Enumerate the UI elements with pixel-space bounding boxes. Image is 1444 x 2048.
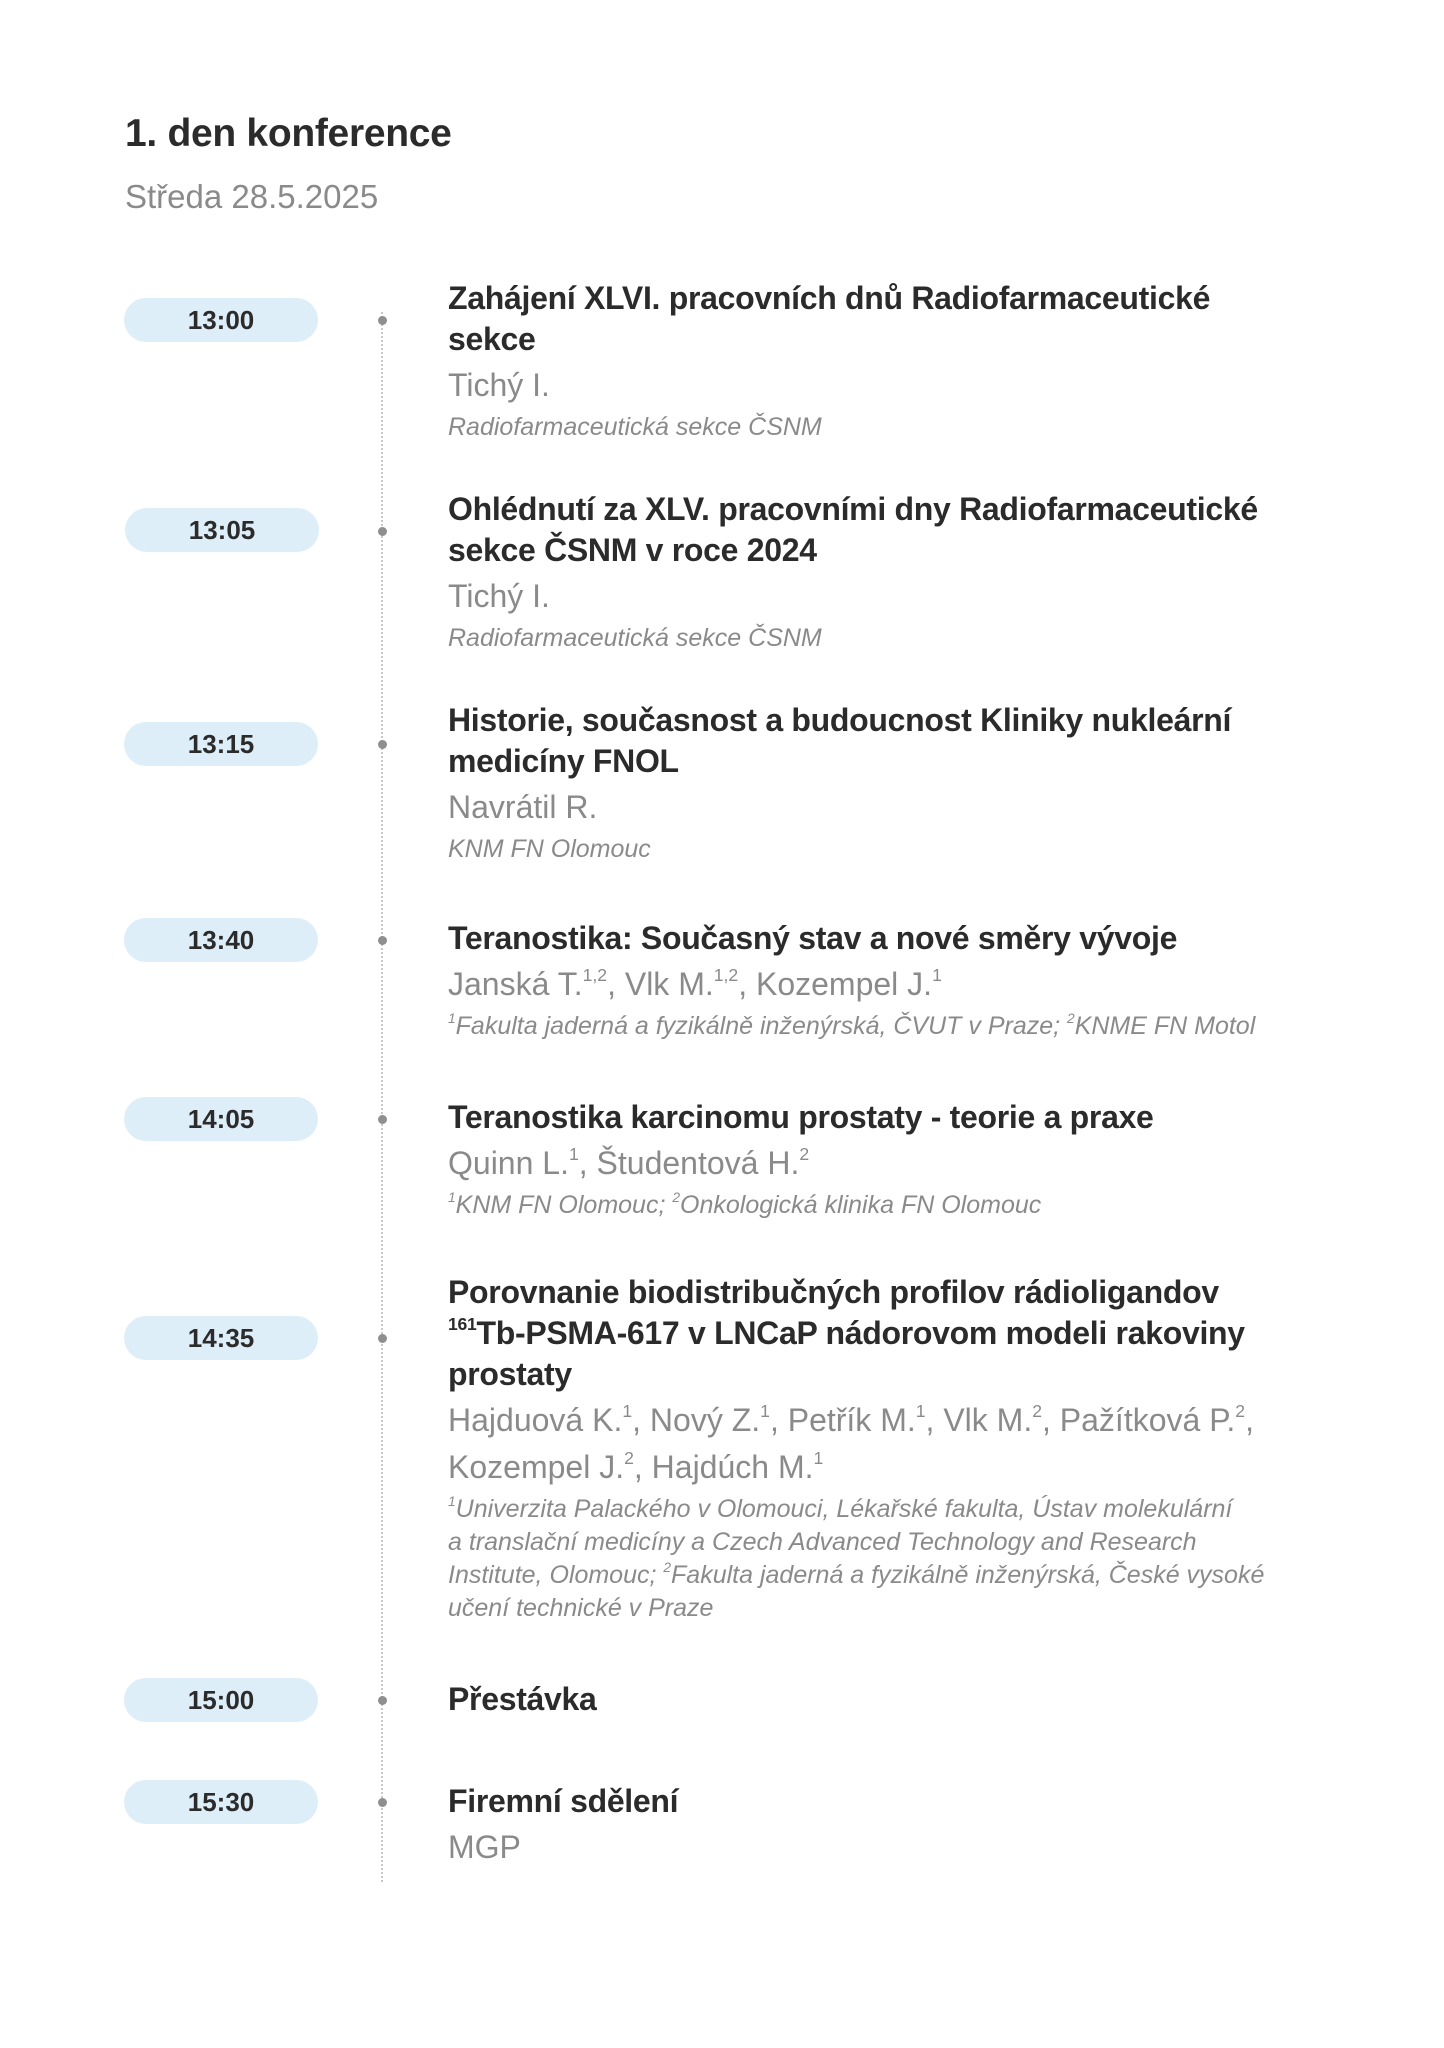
affiliation [448,622,1328,655]
timeline-dot [378,316,387,325]
affiliation-text: Radiofarmaceutická sekce ČSNM [448,413,822,441]
author-name: Kozempel J. [755,966,933,1002]
author-name: Janská T. [448,966,583,1002]
timeline-dot [378,527,387,536]
timeline-dot [378,1115,387,1124]
time-badge: 13:15 [124,722,318,766]
entry-content [448,918,1328,1043]
talk-title-line: Historie, současnost a budoucnost Kliniky nukleární [448,702,1232,738]
authors: Quinn L.$^1$, Študentová H.$^2$ [448,1143,810,1181]
talk-title-line: Přestávka [448,1681,597,1717]
author-superscript: 1,2 [713,964,739,985]
affiliation-superscript: 2 [672,1189,681,1205]
affiliation-text: Onkologická klinika FN Olomouc [680,1191,1042,1219]
talk-title [448,489,1328,571]
affiliation-text: Institute, Olomouc; [448,1561,664,1589]
author-name: MGP [448,1829,521,1865]
author-name: Pažítková P. [1059,1402,1236,1438]
entry-content [448,1272,1328,1625]
talk-title-text: Tb-PSMA-617 v LNCaP nádorovom modeli rakoviny [476,1315,1245,1351]
talk-title [448,278,1328,360]
talk-title-line: sekce [448,321,536,357]
talk-title [448,1781,1328,1822]
author-name: Kozempel J. [448,1449,625,1485]
affiliation-line [448,1493,1328,1526]
affiliation-text: KNM FN Olomouc; [455,1191,673,1219]
day-date: Středa 28.5.2025 [125,178,379,215]
talk-title [448,1679,1328,1720]
affiliation-superscript: 1 [448,1189,456,1205]
entry-content [448,1679,1328,1720]
affiliation-text: KNM FN Olomouc [448,835,651,863]
affiliation-superscript: 2 [1067,1010,1075,1026]
author-superscript: 1 [932,964,942,985]
talk-title-line: Teranostika: Současný stav a nové směry vývoje [448,920,1178,956]
talk-title-line: Ohlédnutí za XLV. pracovními dny Radiofarmaceutické [448,491,1258,527]
author-name: Quinn L. [448,1145,569,1181]
author-superscript: 1 [813,1447,824,1468]
affiliation [448,1493,1328,1625]
author-superscript: 1 [760,1400,770,1421]
affiliation-text: Radiofarmaceutická sekce ČSNM [448,624,822,652]
author-superscript: 1 [622,1400,633,1421]
affiliation-text: Univerzita Palackého v Olomouci, Lékařské fakulta, Ústav molekulární [455,1495,1233,1523]
talk-title-line [448,1313,1328,1354]
isotope-superscript: 161 [448,1313,477,1334]
time-badge: 13:40 [124,918,318,962]
affiliation-superscript: 2 [663,1559,672,1575]
timeline-line [381,312,383,1882]
affiliation-text: KNME FN Motol [1074,1012,1256,1040]
author-superscript: 2 [799,1143,810,1164]
author-name: Hajdúch M. [651,1449,814,1485]
author-superscript: 1,2 [582,964,608,985]
day-title: 1. den konference [125,112,452,155]
talk-title-line: sekce ČSNM v roce 2024 [448,532,817,568]
timeline-dot [378,1696,387,1705]
talk-title-line: prostaty [448,1356,572,1392]
time-badge: 14:35 [124,1316,318,1360]
affiliation-line [448,1592,1328,1625]
author-name: Vlk M. [943,1402,1033,1438]
affiliation-text: Fakulta jaderná a fyzikálně inženýrská, ČVUT v Praze; [455,1012,1068,1040]
affiliation [448,1010,1328,1043]
timeline-dot [378,1334,387,1343]
authors [448,784,1328,831]
talk-title-line: Zahájení XLVI. pracovních dnů Radiofarmaceutické [448,280,1211,316]
entry-content [448,1097,1328,1222]
talk-title [448,700,1328,782]
affiliation-text: učení technické v Praze [448,1594,714,1622]
entry-content [448,489,1328,655]
time-badge: 13:05 [125,508,319,552]
time-badge: 14:05 [124,1097,318,1141]
time-badge: 15:30 [124,1780,318,1824]
author-superscript: 1 [568,1143,579,1164]
author-superscript: 2 [1032,1400,1042,1421]
author-name: Petřík M. [787,1402,916,1438]
timeline-dot [378,1798,387,1807]
author-name: Nový Z. [649,1402,761,1438]
entry-content [448,1781,1328,1871]
time-badge: 15:00 [124,1678,318,1722]
timeline-dot [378,740,387,749]
timeline-dot [378,936,387,945]
authors [448,1824,1328,1871]
time-badge: 13:00 [124,298,318,342]
author-superscript: 1 [915,1400,926,1421]
entry-content [448,278,1328,444]
authors [448,573,1328,620]
entry-content [448,700,1328,866]
talk-title [448,1272,1328,1395]
talk-title-line: Firemní sdělení [448,1783,679,1819]
author-name: Hajduová K. [448,1402,623,1438]
author-name: Tichý I. [448,367,550,403]
author-name: Vlk M. [624,966,714,1002]
affiliation [448,1189,1328,1222]
talk-title [448,1097,1328,1138]
talk-title-line: medicíny FNOL [448,743,679,779]
affiliation-text: a translační medicíny a Czech Advanced Technology and Research [448,1528,1197,1556]
affiliation [448,411,1328,444]
author-superscript: 2 [624,1447,634,1468]
affiliation [448,833,1328,866]
talk-title-line: Porovnanie biodistribučných profilov rádioligandov [448,1274,1219,1310]
affiliation-line [448,1526,1328,1559]
authors: Hajduová K.$^1$, Nový Z.$^1$, Petřík M.$^1$, Vlk M.$^2$, Pažítková P.$^2$, Kozempel J.$^2$, Hajdúch M.$^1$ [448,1400,1254,1485]
author-superscript: 2 [1235,1400,1246,1421]
author-name: Tichý I. [448,578,550,614]
author-name: Študentová H. [596,1145,800,1181]
authors: Janská T.$^{1,2}$, Vlk M.$^{1,2}$, Kozempel J.$^1$ [448,964,942,1002]
affiliation-superscript: 1 [448,1010,456,1026]
authors [448,362,1328,409]
affiliation-text: Fakulta jaderná a fyzikálně inženýrská, České vysoké [671,1561,1265,1589]
affiliation-superscript: 1 [448,1493,456,1509]
author-name: Navrátil R. [448,789,598,825]
day-header [125,112,452,216]
affiliation-line [448,1559,1328,1592]
talk-title [448,918,1328,959]
talk-title-line: Teranostika karcinomu prostaty - teorie a praxe [448,1099,1154,1135]
